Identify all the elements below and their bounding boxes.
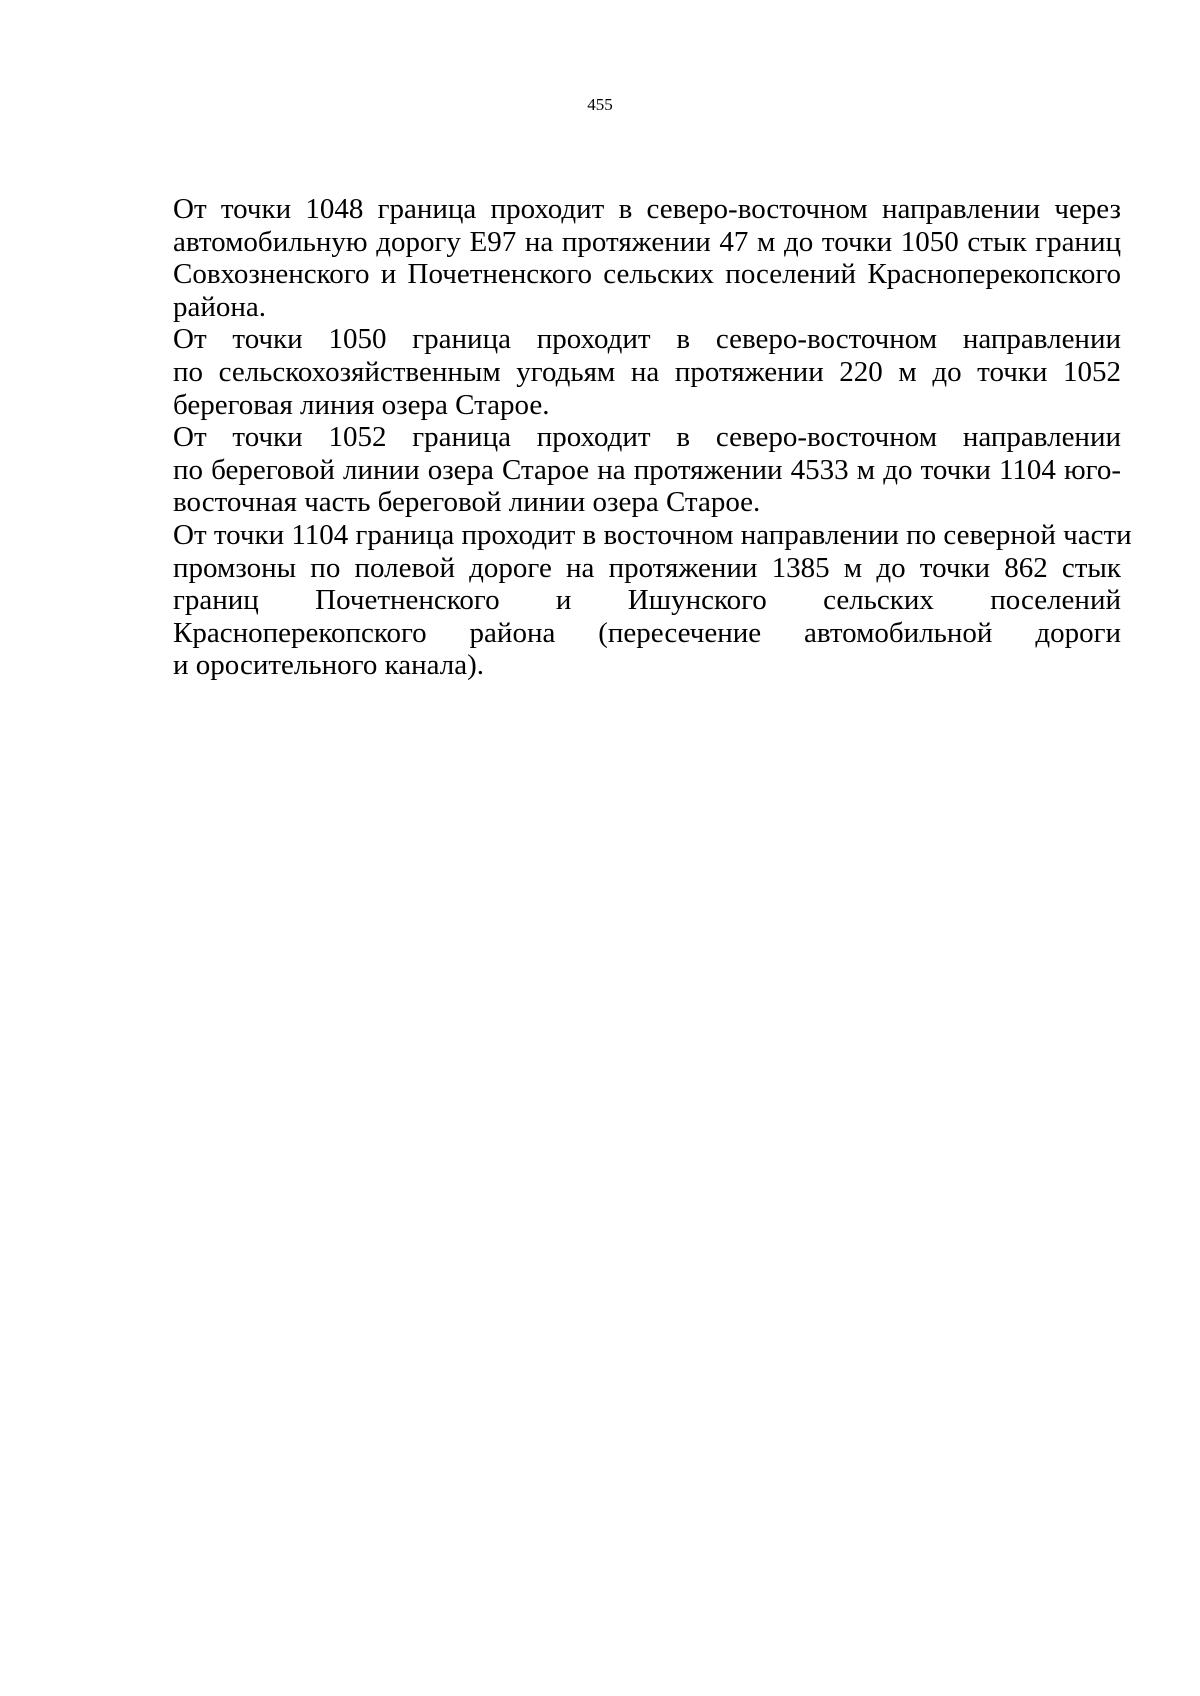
text-line: От точки 1052 граница проходит в северо-восточном направлении [173, 421, 1121, 454]
paragraph [173, 323, 1121, 421]
text-line: Красноперекопского района (пересечение автомобильной дороги [173, 616, 1121, 649]
paragraph [173, 193, 1121, 323]
text-line: автомобильную дорогу Е97 на протяжении 47 м до точки 1050 стык границ [173, 225, 1121, 258]
text-line: восточная часть береговой линии озера Старое. [173, 486, 761, 519]
text-line: по сельскохозяйственным угодьям на протяжении 220 м до точки 1052 [173, 355, 1121, 388]
text-line: От точки 1104 граница проходит в восточном направлении по северной части [173, 518, 1132, 551]
page-number: 455 [587, 95, 613, 114]
paragraph [173, 421, 1121, 519]
text-line: От точки 1048 граница проходит в северо-восточном направлении через [173, 193, 1121, 225]
text-line: по береговой линии озера Старое на протяжении 4533 м до точки 1104 юго- [173, 453, 1121, 486]
text-line: района. [173, 290, 267, 323]
text-line: границ Почетненского и Ишунского сельских поселений [173, 584, 1121, 617]
text-line: и оросительного канала). [173, 649, 484, 682]
text-line: От точки 1050 граница проходит в северо-восточном направлении [173, 323, 1121, 356]
paragraph [173, 518, 1132, 682]
text-line: береговая линия озера Старое. [173, 388, 550, 421]
text-line: промзоны по полевой дороге на протяжении 1385 м до точки 862 стык [173, 551, 1121, 584]
document-body [173, 193, 1132, 682]
text-line: Совхозненского и Почетненского сельских поселений Красноперекопского [173, 258, 1121, 291]
